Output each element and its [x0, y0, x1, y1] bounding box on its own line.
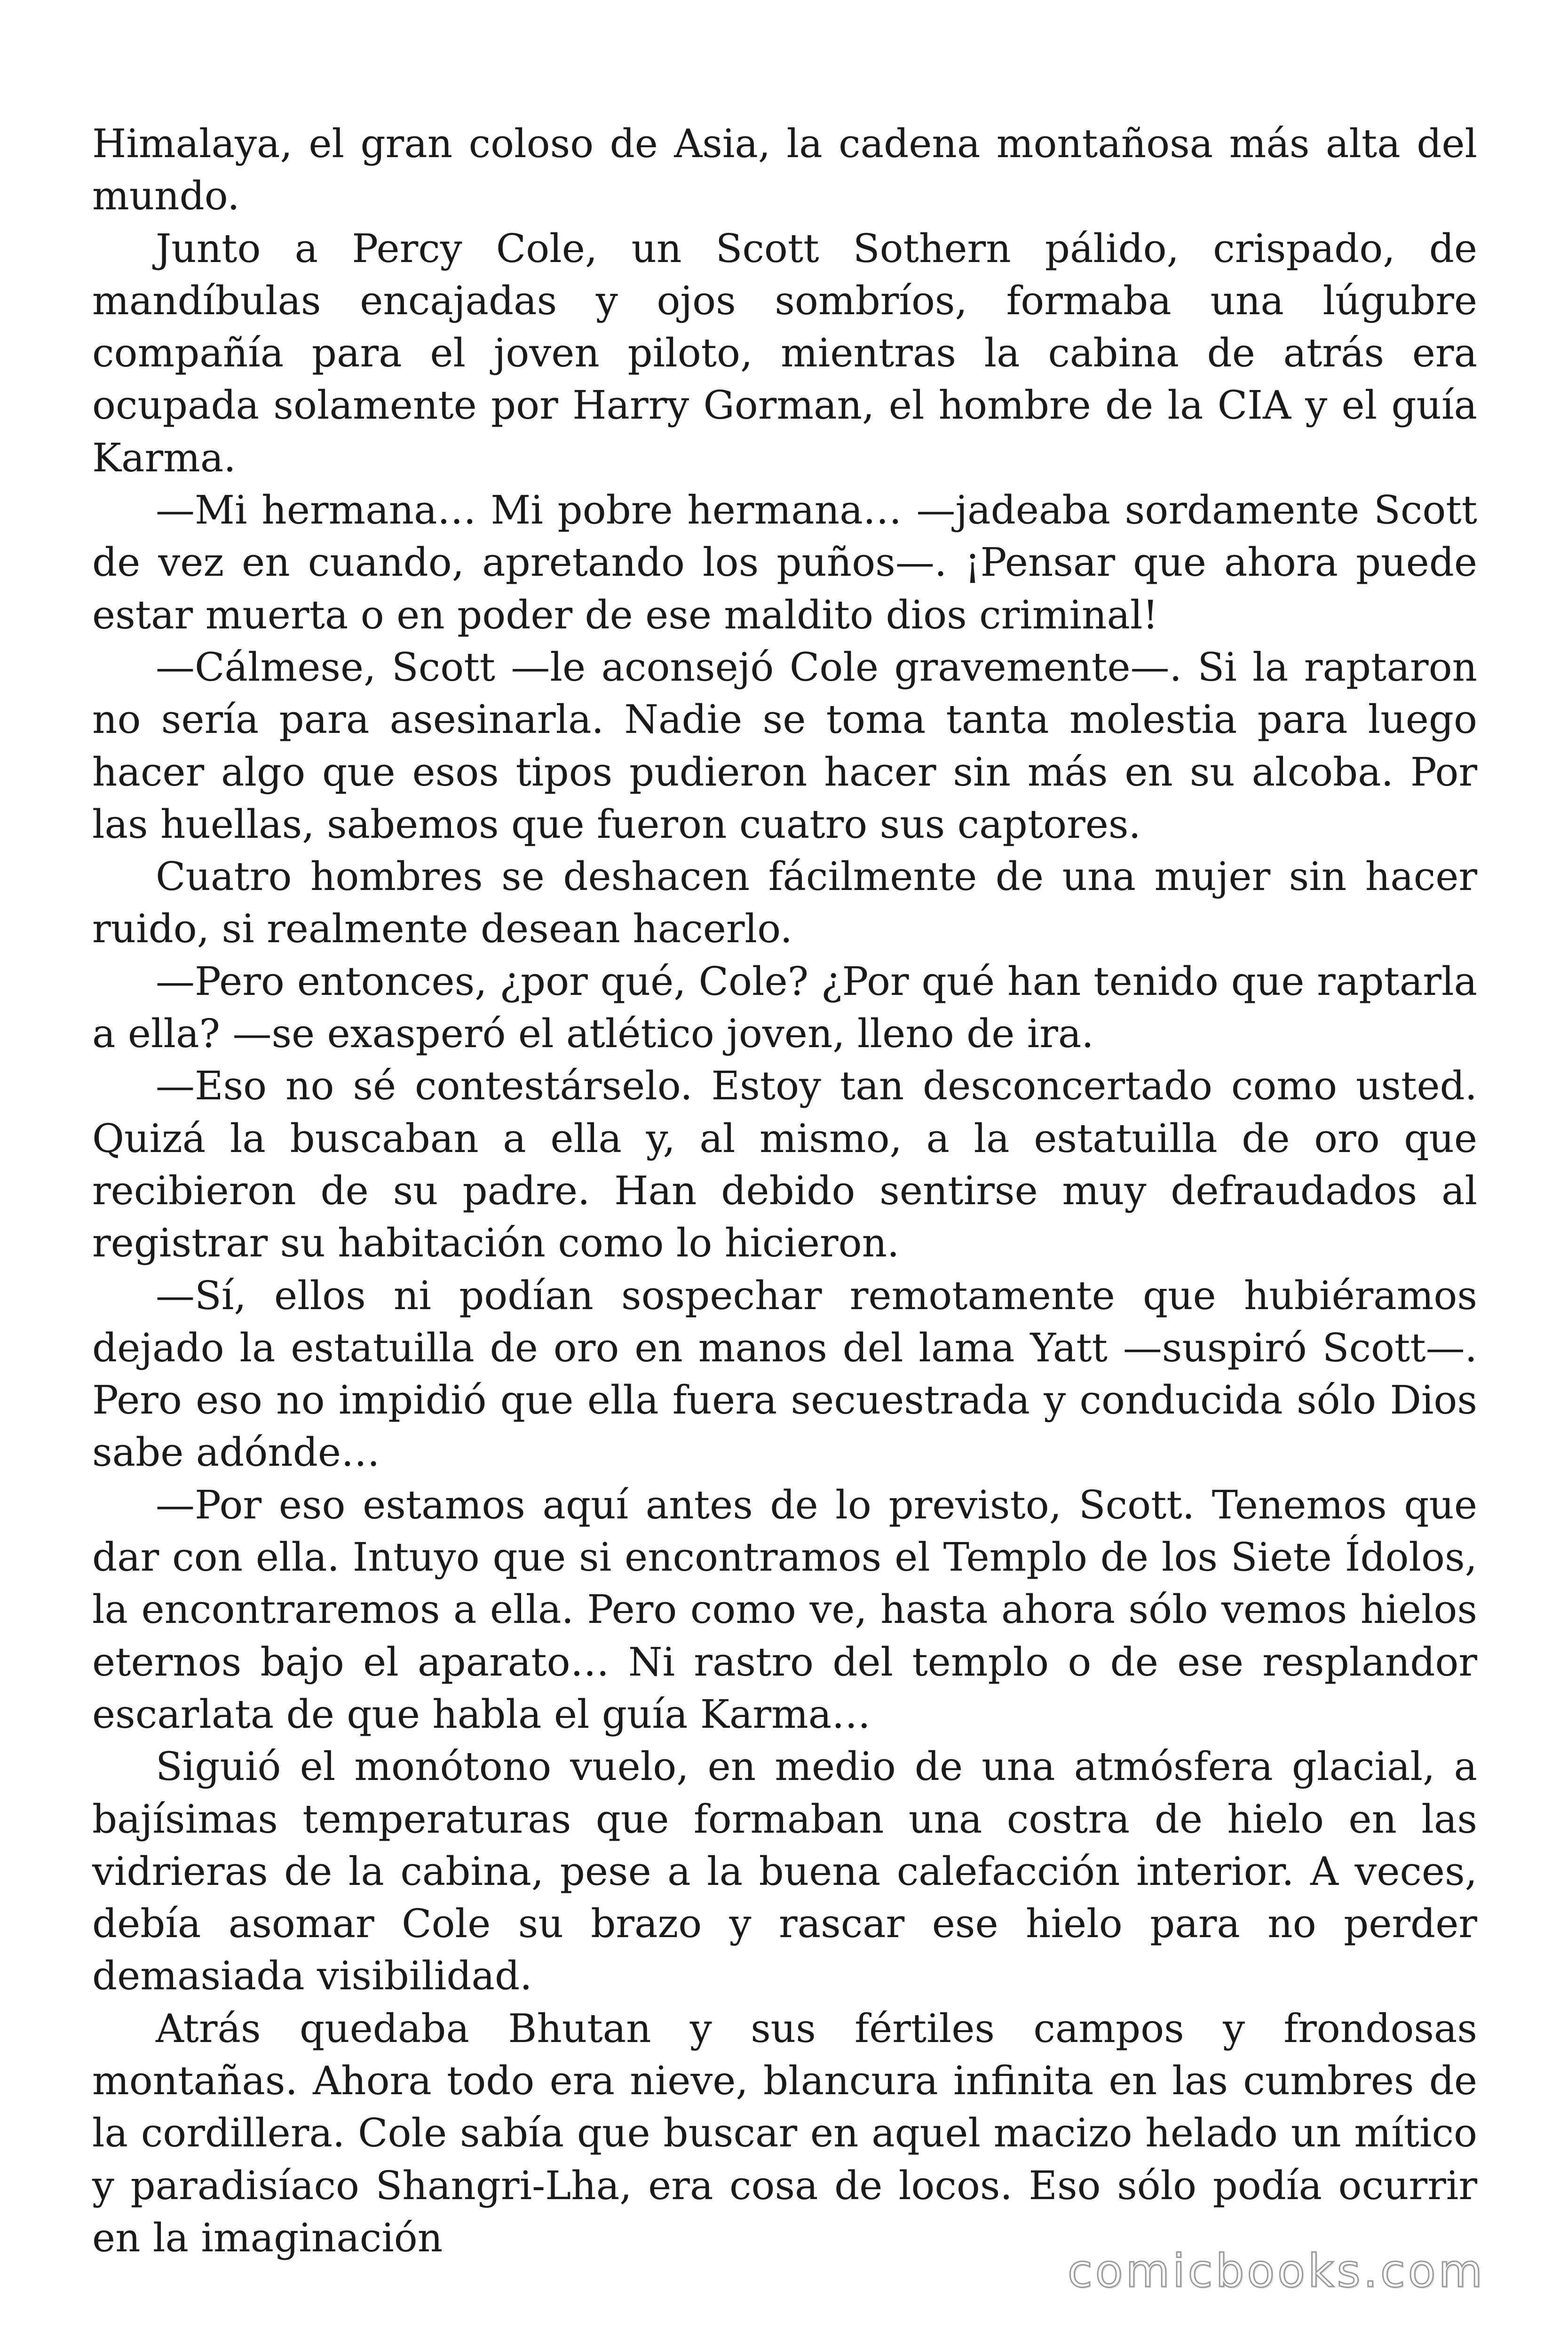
paragraph: Atrás quedaba Bhutan y sus fértiles campos y frondosas montañas. Ahora todo era nieve, blancura infinita en las cumbres de la cordillera. Cole sabía que buscar en aquel macizo helado un mítico y paradisíaco Shangri-Lha, era cosa de locos. Eso sólo podía ocurrir en la imaginación: [92, 2005, 1477, 2261]
paragraph: —Sí, ellos ni podían sospechar remotamente que hubiéramos dejado la estatuilla de oro en manos del lama Yatt —suspiró Scott—. Pero eso no impidió que ella fuera secuestrada y conducida sólo Dios sabe adónde…: [92, 1272, 1477, 1476]
paragraph: —Mi hermana… Mi pobre hermana… —jadeaba sordamente Scott de vez en cuando, apretando los puños—. ¡Pensar que ahora puede estar muerta o en poder de ese maldito dios criminal!: [92, 487, 1477, 638]
paragraph: —Cálmese, Scott —le aconsejó Cole gravemente—. Si la raptaron no sería para asesinarla. Nadie se toma tanta molestia para luego hacer algo que esos tipos pudieron hacer sin más en su alcoba. Por las huellas, sabemos que fueron cuatro sus captores.: [92, 644, 1477, 847]
body-text: [92, 118, 1477, 2264]
paragraph: Cuatro hombres se deshacen fácilmente de una mujer sin hacer ruido, si realmente desean hacerlo.: [92, 854, 1477, 952]
paragraph: Junto a Percy Cole, un Scott Sothern pálido, crispado, de mandíbulas encajadas y ojos sombríos, formaba una lúgubre compañía para el joven piloto, mientras la cabina de atrás era ocupada solamente por Harry Gorman, el hombre de la CIA y el guía Karma.: [92, 225, 1477, 481]
paragraph: —Pero entonces, ¿por qué, Cole? ¿Por qué han tenido que raptarla a ella? —se exasperó el atlético joven, lleno de ira.: [92, 958, 1477, 1057]
watermark: comicbooks.com: [1067, 2245, 1485, 2297]
paragraph: Siguió el monótono vuelo, en medio de una atmósfera glacial, a bajísimas temperaturas que formaban una costra de hielo en las vidrieras de la cabina, pese a la buena calefacción interior. A veces, debía asomar Cole su brazo y rascar ese hielo para no perder demasiada visibilidad.: [92, 1744, 1477, 1999]
paragraph: Himalaya, el gran coloso de Asia, la cadena montañosa más alta del mundo.: [92, 121, 1477, 219]
paragraph: —Eso no sé contestárselo. Estoy tan desconcertado como usted. Quizá la buscaban a ella y, al mismo, a la estatuilla de oro que recibieron de su padre. Han debido sentirse muy defraudados al registrar su habitación como lo hicieron.: [92, 1063, 1477, 1266]
paragraph: —Por eso estamos aquí antes de lo previsto, Scott. Tenemos que dar con ella. Intuyo que si encontramos el Templo de los Siete Ídolos, la encontraremos a ella. Pero como ve, hasta ahora sólo vemos hielos eternos bajo el aparato… Ni rastro del templo o de ese resplandor escarlata de que habla el guía Karma…: [92, 1482, 1477, 1737]
